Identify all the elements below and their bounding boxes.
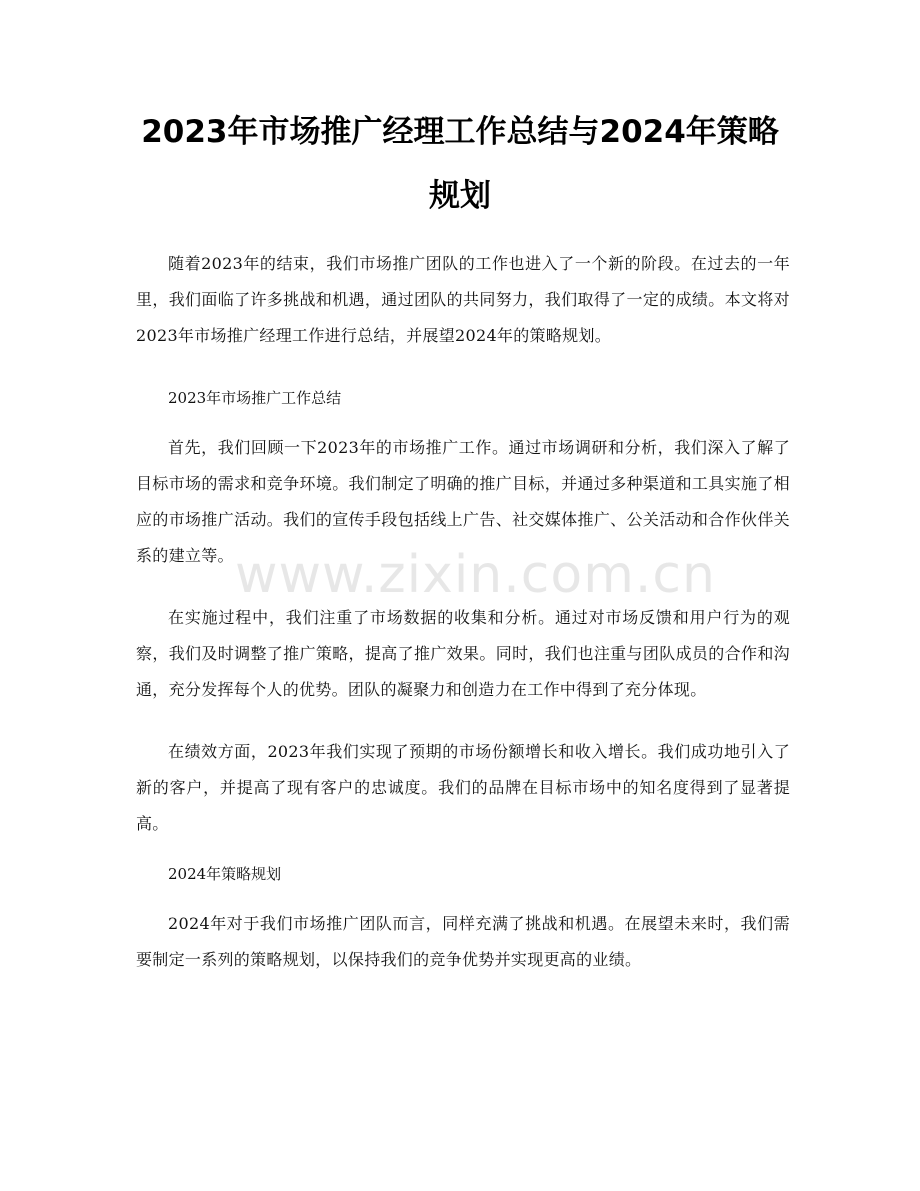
document-body bbox=[136, 246, 790, 1004]
section-heading-2023-summary: 2023年市场推广工作总结 bbox=[168, 389, 342, 407]
section-heading-2024-strategy: 2024年策略规划 bbox=[168, 865, 282, 883]
summary-paragraph-2: 在实施过程中，我们注重了市场数据的收集和分析。通过对市场反馈和用户行为的观察，我们及时调整了推广策略，提高了推广效果。同时，我们也注重与团队成员的合作和沟通，充分发挥每个人的优势。团队的凝聚力和创造力在工作中得到了充分体现。 bbox=[136, 608, 790, 699]
document-title: 2023年市场推广经理工作总结与2024年策略规划 bbox=[141, 114, 779, 214]
strategy-paragraph-1: 2024年对于我们市场推广团队而言，同样充满了挑战和机遇。在展望未来时，我们需要制定一系列的策略规划，以保持我们的竞争优势并实现更高的业绩。 bbox=[136, 914, 790, 969]
intro-paragraph: 随着2023年的结束，我们市场推广团队的工作也进入了一个新的阶段。在过去的一年里，我们面临了许多挑战和机遇，通过团队的共同努力，我们取得了一定的成绩。本文将对2023年市场推广经理工作进行总结，并展望2024年的策略规划。 bbox=[136, 254, 790, 345]
summary-paragraph-1: 首先，我们回顾一下2023年的市场推广工作。通过市场调研和分析，我们深入了解了目标市场的需求和竞争环境。我们制定了明确的推广目标，并通过多种渠道和工具实施了相应的市场推广活动。我们的宣传手段包括线上广告、社交媒体推广、公关活动和合作伙伴关系的建立等。 bbox=[136, 438, 790, 565]
watermark-text: www.zixin.com.cn bbox=[235, 545, 716, 605]
summary-paragraph-3: 在绩效方面，2023年我们实现了预期的市场份额增长和收入增长。我们成功地引入了新的客户，并提高了现有客户的忠诚度。我们的品牌在目标市场中的知名度得到了显著提高。 bbox=[136, 742, 790, 833]
